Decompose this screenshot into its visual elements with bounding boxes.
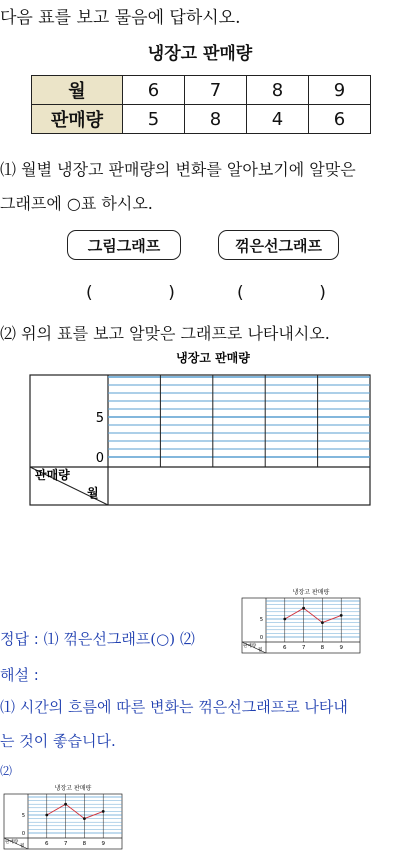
q2-text: 위의 표를 보고 알맞은 그래프로 나타내시오. — [21, 324, 330, 343]
q1-text-line1 — [0, 157, 356, 180]
answer-thumbnail-contents — [242, 588, 360, 653]
thumb-row-label-month: 월 — [20, 844, 25, 849]
q1-number: ⑴ — [0, 160, 17, 179]
table-cell-sales-1: 5 — [123, 105, 185, 134]
thumb-ytick-5: 5 — [259, 617, 263, 623]
question-instruction: 다음 표를 보고 물음에 답하시오. — [0, 8, 241, 28]
explanation-line1: ⑴ 시간의 흐름에 따른 변화는 꺾은선그래프로 나타내 — [0, 698, 348, 716]
thumb-data-point — [102, 810, 105, 813]
thumb-xtick-label: 6 — [45, 841, 49, 847]
thumb-ytick-5: 5 — [21, 813, 25, 819]
answer-paren-1[interactable]: ( ) — [86, 283, 175, 303]
table-cell-month-1: 6 — [123, 76, 185, 105]
table-cell-month-3: 8 — [247, 76, 309, 105]
q2-number: ⑵ — [0, 324, 17, 343]
table-header-month: 월 — [32, 76, 123, 105]
answer-paren-2[interactable]: ( ) — [237, 283, 326, 303]
table-row-sales — [32, 105, 371, 134]
table-cell-month-2: 7 — [185, 76, 247, 105]
thumb-xtick-label: 8 — [320, 645, 325, 651]
table-cell-sales-4: 6 — [309, 105, 371, 134]
thumb-xtick-label: 6 — [283, 645, 287, 651]
empty-graph-ytick-5: 5 — [95, 411, 104, 426]
empty-graph-frame — [30, 375, 370, 505]
table-cell-month-4: 9 — [309, 76, 371, 105]
thumb-row-label-month: 월 — [258, 648, 263, 653]
empty-graph-row-label-sales: 판매량 — [35, 468, 70, 482]
thumb-data-point — [45, 814, 48, 817]
explanation-thumbnail-graph — [0, 782, 126, 852]
thumb-title: 냉장고 판매량 — [54, 785, 92, 792]
thumb-data-point — [302, 607, 305, 610]
sales-table — [31, 75, 371, 134]
explanation-line2: 는 것이 좋습니다. — [0, 732, 116, 750]
thumb-xtick-label: 9 — [339, 645, 343, 651]
table-header-sales: 판매량 — [32, 105, 123, 134]
empty-line-graph — [0, 345, 400, 510]
thumb-row-label-sales: 판매량 — [243, 644, 257, 649]
thumb-xtick-label: 9 — [101, 841, 105, 847]
thumb-ytick-0: 0 — [259, 635, 263, 641]
answer-part1: ⑴ 꺾은선그래프(○) — [43, 630, 176, 648]
thumb-data-point — [340, 614, 343, 617]
explanation-thumbnail-contents — [4, 784, 122, 849]
thumb-data-point — [64, 803, 67, 806]
thumb-data-point — [321, 621, 324, 624]
table-cell-sales-3: 4 — [247, 105, 309, 134]
empty-graph-title: 냉장고 판매량 — [176, 351, 250, 365]
q1-text: 월별 냉장고 판매량의 변화를 알아보기에 알맞은 — [21, 160, 356, 179]
table-cell-sales-2: 8 — [185, 105, 247, 134]
thumb-row-label-sales: 판매량 — [5, 840, 19, 845]
option-line-graph[interactable]: 꺾은선그래프 — [218, 230, 339, 260]
answer-label: 정답 : — [0, 630, 39, 648]
thumb-xtick-label: 7 — [301, 645, 306, 651]
answer-thumbnail-graph — [238, 586, 364, 656]
thumb-xtick-label: 7 — [63, 841, 68, 847]
table-title: 냉장고 판매량 — [147, 44, 253, 64]
q1-text-line2: 그래프에 ○표 하시오. — [0, 194, 153, 213]
thumb-xtick-label: 8 — [82, 841, 87, 847]
empty-graph-grid — [30, 375, 370, 505]
thumb-data-point — [283, 618, 286, 621]
option-picture-graph[interactable]: 그림그래프 — [67, 230, 181, 260]
thumb-ytick-0: 0 — [21, 831, 25, 837]
thumb-data-point — [83, 817, 86, 820]
answer-part2: ⑵ — [179, 630, 195, 648]
table-row-month — [32, 76, 371, 105]
explanation-line3: ⑵ — [0, 764, 13, 778]
thumb-title: 냉장고 판매량 — [292, 589, 330, 596]
q2-text-line — [0, 321, 330, 344]
explanation-label: 해설 : — [0, 666, 39, 684]
empty-graph-row-label-month: 월 — [87, 486, 99, 500]
empty-graph-ytick-0: 0 — [95, 451, 104, 466]
answer-line — [0, 628, 195, 649]
